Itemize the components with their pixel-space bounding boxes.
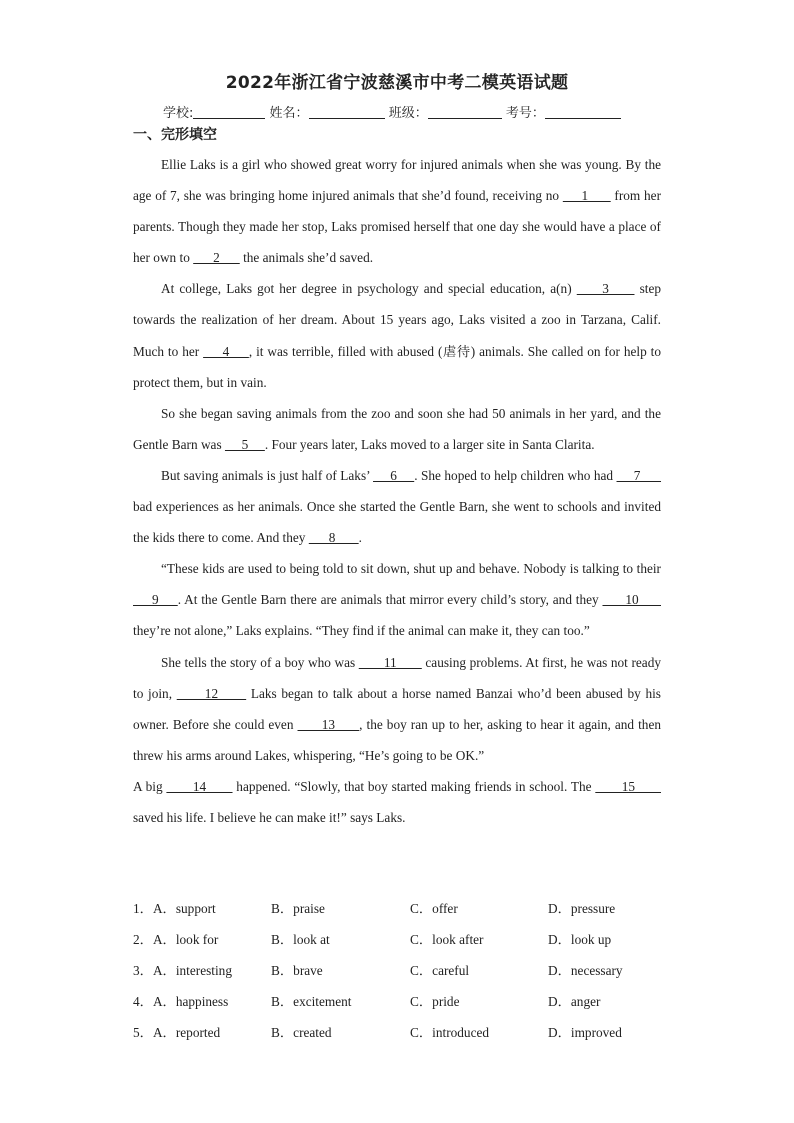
option-4a[interactable]: 4．A．happiness xyxy=(133,994,229,1009)
blank-1[interactable]: 1 xyxy=(562,188,611,204)
text: So she began saving animals from the zoo and soon she had 50 animals in her yard, and the Gentle Barn was xyxy=(133,405,661,452)
option-5d[interactable]: D．improved xyxy=(548,1025,622,1040)
text: bad experiences as her animals. Once she started the Gentle Barn, she went to schools and invited the kids there to come. And they xyxy=(133,499,661,546)
paragraph xyxy=(133,398,661,460)
class-blank[interactable] xyxy=(428,104,502,119)
question-3-options xyxy=(133,960,693,991)
option-3c[interactable]: C．careful xyxy=(410,963,470,978)
option-2d[interactable]: D．look up xyxy=(548,932,612,947)
option-2c[interactable]: C．look after xyxy=(410,932,484,947)
option-1b[interactable]: B．praise xyxy=(271,901,325,916)
text: . At the Gentle Barn there are animals that mirror every child’s story, and they xyxy=(177,592,603,608)
text: happened. “Slowly, that boy started making friends in school. The xyxy=(232,778,596,794)
text: Laks began to talk about a horse named Banzai who’d been abused by his owner. Before she could even xyxy=(133,685,661,732)
school-label: 学校: xyxy=(163,106,194,121)
text: causing problems. At first, he was not ready to join, xyxy=(133,654,661,701)
blank-14[interactable]: 14 xyxy=(166,778,233,794)
blank-4[interactable]: 4 xyxy=(203,343,249,359)
option-3b[interactable]: B．brave xyxy=(271,963,323,978)
text: , it was terrible, filled with abused (虐待) animals. She called on for help to protect them, but in vain. xyxy=(133,343,661,390)
text: step towards the realization of her dream. About 15 years ago, Laks visited a zoo in Tarzana, Calif. Much to her xyxy=(133,281,662,359)
option-1d[interactable]: D．pressure xyxy=(548,901,616,916)
question-2-options xyxy=(133,929,693,960)
question-1-options xyxy=(133,898,693,929)
option-4c[interactable]: C．pride xyxy=(410,994,460,1009)
option-5a[interactable]: 5．A．reported xyxy=(133,1025,221,1040)
option-3d[interactable]: D．necessary xyxy=(548,963,623,978)
blank-15[interactable]: 15 xyxy=(595,778,661,794)
exam-no-blank[interactable] xyxy=(545,104,621,119)
text: . Four years later, Laks moved to a larger site in Santa Clarita. xyxy=(264,436,595,452)
paragraph xyxy=(133,460,661,553)
text: . xyxy=(358,530,362,546)
text: At college, Laks got her degree in psychology and special education, a(n) xyxy=(161,281,577,297)
blank-2[interactable]: 2 xyxy=(193,250,240,266)
option-5b[interactable]: B．created xyxy=(271,1025,332,1040)
question-5-options xyxy=(133,1022,693,1053)
question-4-options xyxy=(133,991,693,1022)
option-2a[interactable]: 2．A．look for xyxy=(133,932,219,947)
student-info-line xyxy=(163,102,621,121)
option-4b[interactable]: B．excitement xyxy=(271,994,352,1009)
blank-10[interactable]: 10 xyxy=(602,592,661,608)
text: the animals she’d saved. xyxy=(239,250,374,266)
blank-9[interactable]: 9 xyxy=(133,592,178,608)
option-1c[interactable]: C．offer xyxy=(410,901,458,916)
blank-13[interactable]: 13 xyxy=(297,716,360,732)
answer-options xyxy=(133,898,693,1053)
paragraph xyxy=(133,647,661,771)
text: they’re not alone,” Laks explains. “They find if the animal can make it, they can too.” xyxy=(133,623,590,639)
name-blank[interactable] xyxy=(309,104,385,119)
blank-3[interactable]: 3 xyxy=(576,281,635,297)
text: from her parents. Though they made her stop, Laks promised herself that one day she would have a place of her own to xyxy=(133,188,662,266)
option-5c[interactable]: C．introduced xyxy=(410,1025,490,1040)
paragraph xyxy=(133,553,661,646)
text: . She hoped to help children who had xyxy=(414,467,617,483)
blank-11[interactable]: 11 xyxy=(358,654,422,670)
exam-no-label: 考号： xyxy=(505,106,545,121)
section-title: 一、完形填空 xyxy=(133,127,217,143)
paragraph xyxy=(133,771,661,833)
text: saved his life. I believe he can make it!” says Laks. xyxy=(133,809,406,825)
paragraph xyxy=(133,273,661,397)
option-2b[interactable]: B．look at xyxy=(271,932,330,947)
school-blank[interactable] xyxy=(193,104,265,119)
option-1a[interactable]: 1．A．support xyxy=(133,901,216,916)
blank-6[interactable]: 6 xyxy=(373,467,415,483)
text: “These kids are used to being told to sit down, shut up and behave. Nobody is talking to their xyxy=(161,561,661,577)
class-label: 班级： xyxy=(388,106,428,121)
name-label: 姓名： xyxy=(269,106,309,121)
paragraph xyxy=(133,149,661,273)
blank-12[interactable]: 12 xyxy=(176,685,247,701)
page-title: 2022年浙江省宁波慈溪市中考二模英语试题 xyxy=(225,73,569,93)
text: , the boy ran up to her, asking to hear it again, and then threw his arms around Lakes, whispering, “He’s going to be OK.” xyxy=(133,716,662,763)
blank-8[interactable]: 8 xyxy=(308,530,359,546)
option-3a[interactable]: 3．A．interesting xyxy=(133,963,232,978)
blank-5[interactable]: 5 xyxy=(224,436,265,452)
text: Ellie Laks is a girl who showed great worry for injured animals when she was young. By the age of 7, she was bringing home injured animals that she’d found, receiving no xyxy=(133,157,661,204)
blank-7[interactable]: 7 xyxy=(616,467,662,483)
cloze-passage xyxy=(133,149,661,833)
text: She tells the story of a boy who was xyxy=(161,654,359,670)
option-4d[interactable]: D．anger xyxy=(548,994,601,1009)
text: But saving animals is just half of Laks’ xyxy=(161,467,374,483)
text: A big xyxy=(133,778,167,794)
